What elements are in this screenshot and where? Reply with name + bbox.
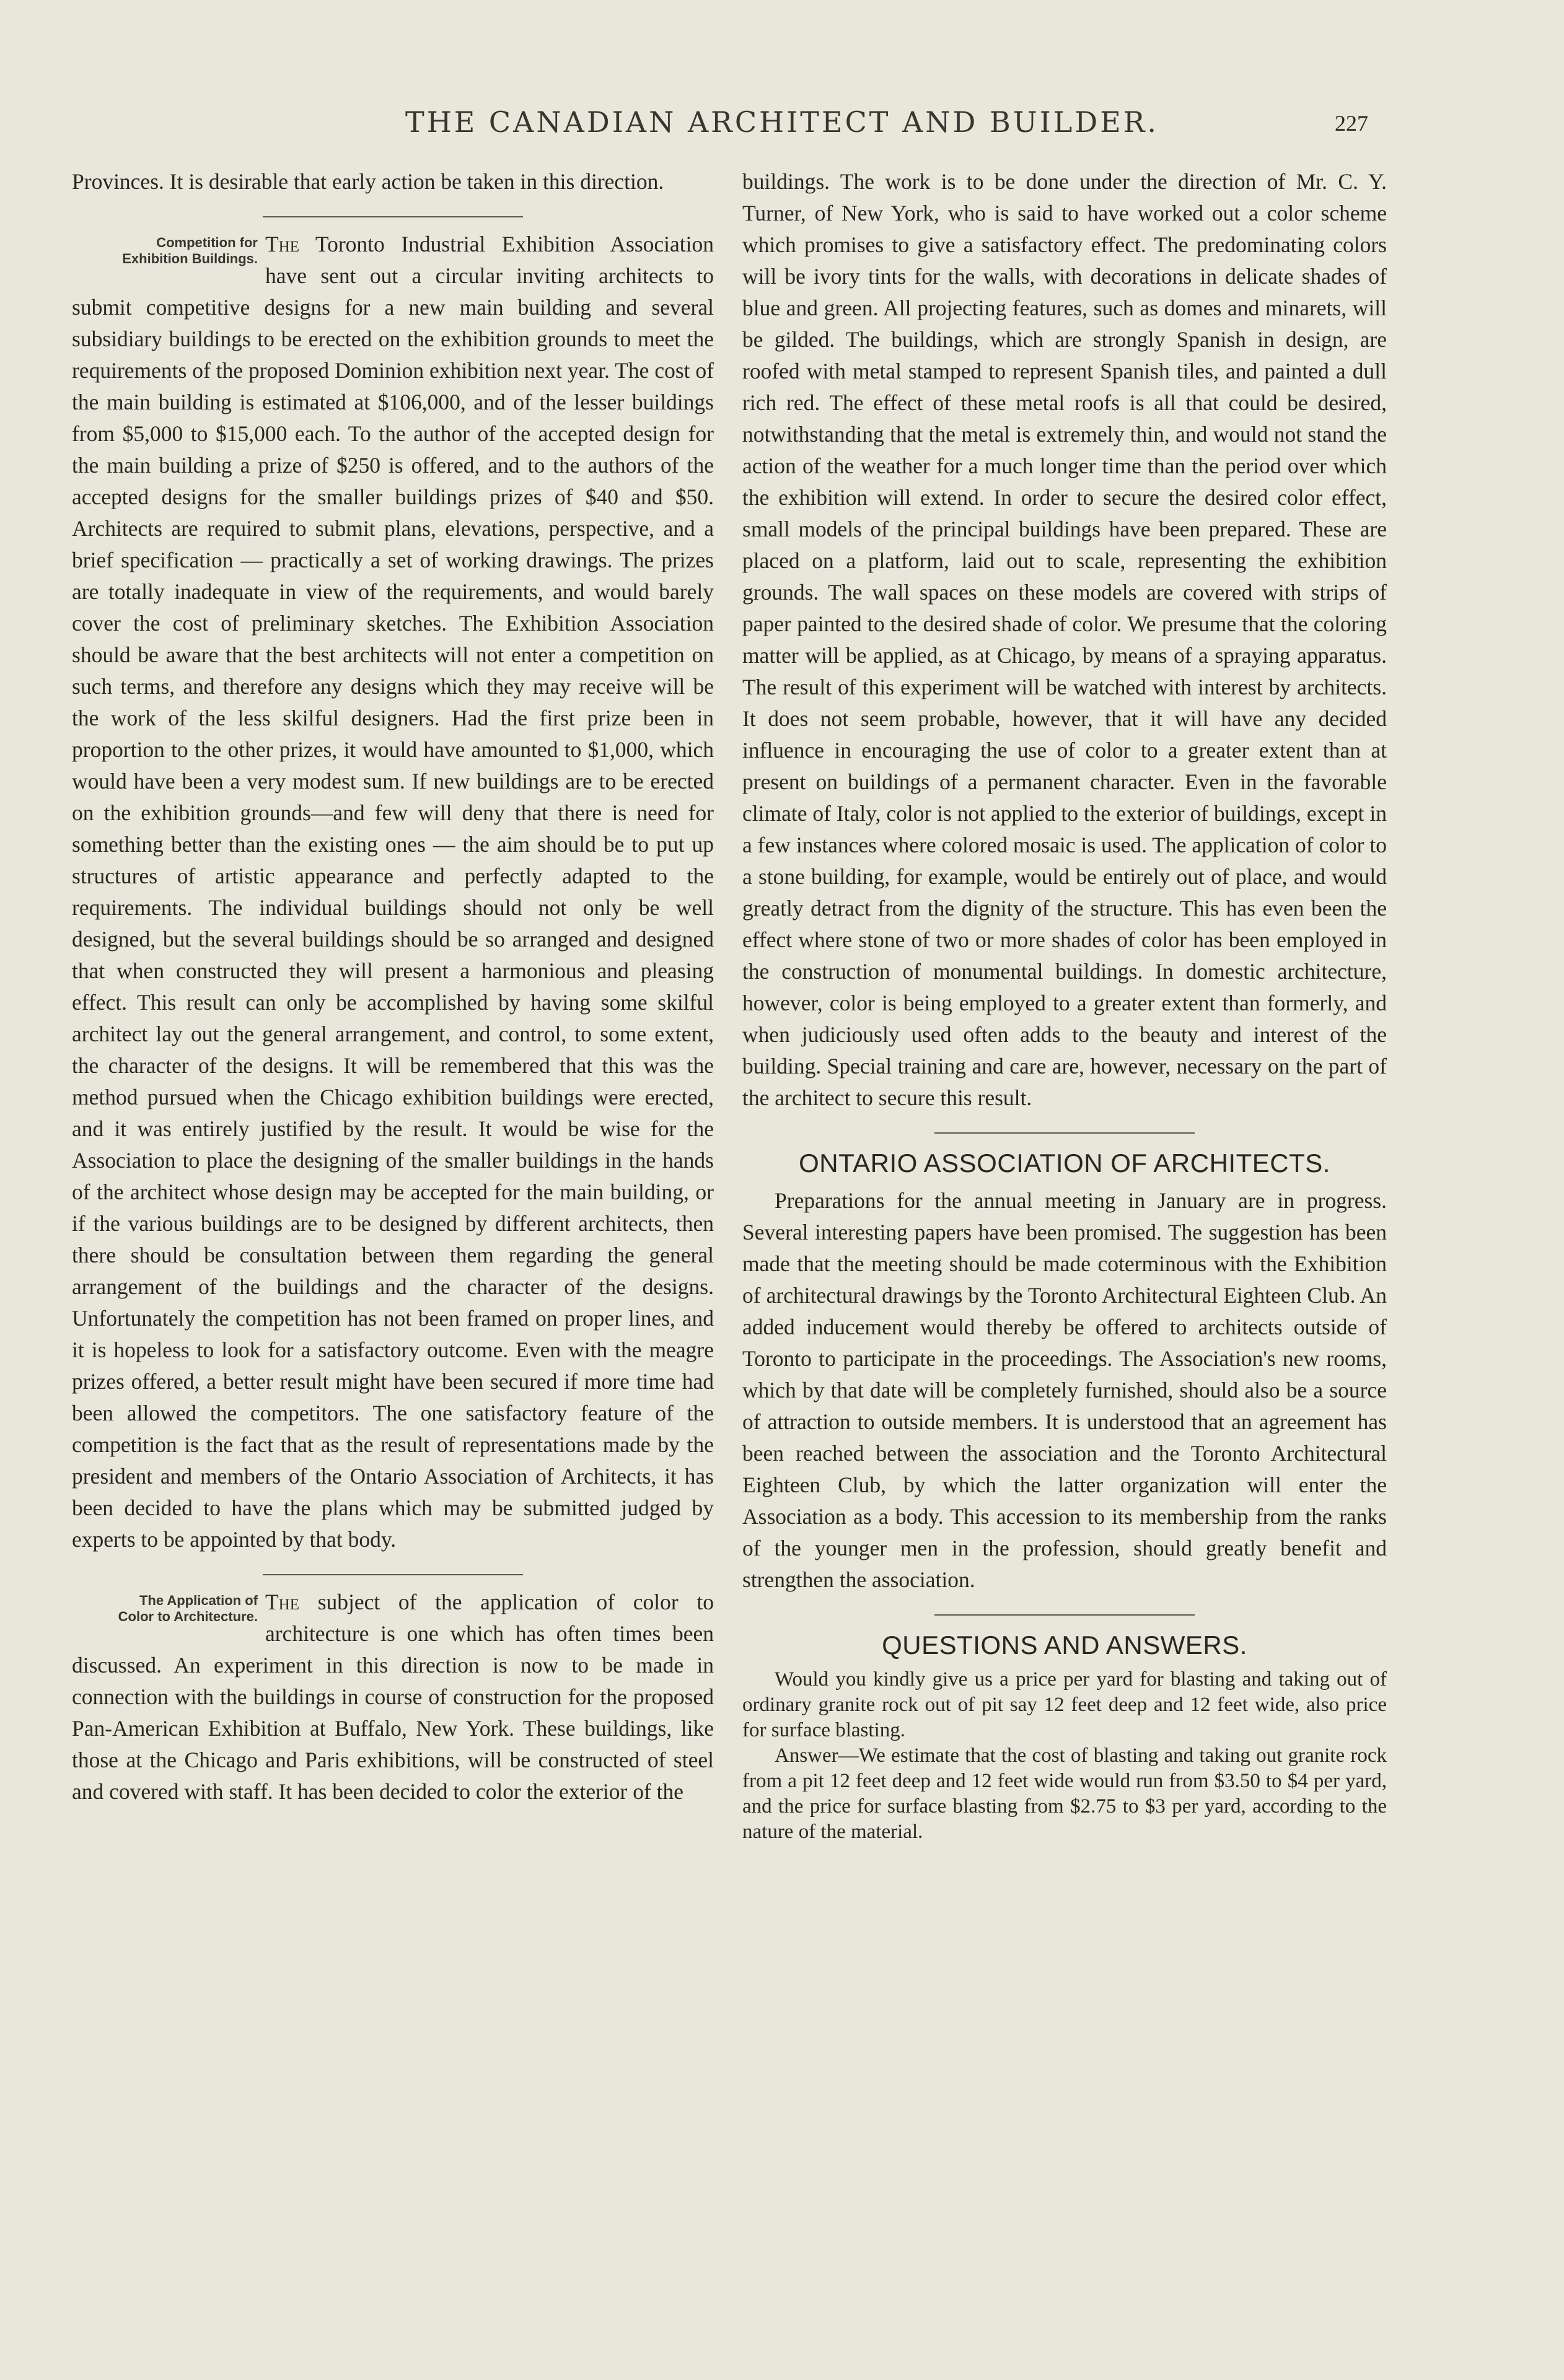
side-head-line: Competition for [156,235,258,250]
answer-paragraph: Answer—We estimate that the cost of blasting and taking out granite rock from a pit 12 feet deep and 12 feet wide would run from $3.50 to $4 per yard, and the price for surface blasting from $2.75 to $3 per yard, according to the nature of the material. [742,1744,1387,1843]
page-number: 227 [1335,111,1368,136]
section-rule [263,216,523,217]
oaa-paragraph: Preparations for the annual meeting in January are in progress. Several interesting papers have been promised. The suggestion has been made that the meeting should be made coterminous with the Exhibition of architectural drawings by the Toronto Architectural Eighteen Club. An added inducement would thereby be offered to architects outside of Toronto to participate in the proceedings. The Association's new rooms, which by that date will be completely furnished, should also be a source of attraction to outside members. It is understood that an agreement has been reached between the association and the Toronto Architectural Eighteen Club, by which the latter organization will enter the Association as a body. This accession to its membership from the ranks of the younger men in the profession, should greatly benefit and strengthen the association. [742,1188,1387,1592]
color-side-head [72,1593,258,1625]
running-title: THE CANADIAN ARCHITECT AND BUILDER. [405,105,1159,139]
side-head-line: Exhibition Buildings. [122,251,258,266]
color-continued-paragraph: buildings. The work is to be done under the direction of Mr. C. Y. Turner, of New York, who is said to have worked out a color scheme which promises to give a satisfactory effect. The predominating colors will be ivory tints for the walls, with decorations in delicate shades of blue and green. All projecting features, such as domes and minarets, will be gilded. The buildings, which are strongly Spanish in design, are roofed with metal stamped to represent Spanish tiles, and painted a dull rich red. The effect of these metal roofs is all that could be desired, notwithstanding that the metal is extremely thin, and would not stand the action of the weather for a much longer time than the period over which the exhibition will extend. In order to secure the desired color effect, small models of the principal buildings have been prepared. These are placed on a platform, laid out to scale, representing the exhibition grounds. The wall spaces on these models are covered with strips of paper painted to the desired shade of color. We presume that the coloring matter will be applied, as at Chicago, by means of a spraying apparatus. The result of this experiment will be watched with interest by architects. It does not seem probable, however, that it will have any decided influence in encouraging the use of color to a greater extent than at present on buildings of a permanent character. Even in the favorable climate of Italy, color is not applied to the exterior of buildings, except in a few instances where colored mosaic is used. The application of color to a stone building, for example, would be entirely out of place, and would greatly detract from the dignity of the structure. This has even been the effect where stone of two or more shades of color has been employed in the construction of monumental buildings. In domestic architecture, however, color is being employed to a greater extent than formerly, and when judiciously used often adds to the beauty and interest of the building. Special training and care are, however, necessary on the part of the architect to secure this result. [742,169,1387,1110]
competition-paragraph [72,229,714,1555]
section-rule [263,1574,523,1575]
section-rule [934,1614,1195,1616]
color-item [72,1586,714,1808]
color-text: subject of the application of color to architecture is one which has often times been discussed. An experiment in this direction is now to be made in connection with the buildings in course of construction for the proposed Pan-American Exhibition at Buffalo, New York. These buildings, like those at the Chicago and Paris exhibitions, will be constructed of steel and covered with staff. It has been decided to color the exterior of the [72,1590,714,1804]
qa-heading: QUESTIONS AND ANSWERS. [882,1630,1247,1660]
side-head-line: Color to Architecture. [118,1609,258,1624]
page-header [0,105,1564,149]
left-column [72,166,714,1808]
competition-item [72,229,714,1555]
continuation-paragraph: Provinces. It is desirable that early action be taken in this direction. [72,169,664,194]
oaa-heading: ONTARIO ASSOCIATION OF ARCHITECTS. [799,1148,1330,1178]
lead-word: The [265,232,300,256]
side-head-line: The Application of [139,1593,258,1608]
competition-text: Toronto Industrial Exhibition Association have sent out a circular inviting architects to submit competitive designs for a new main building and several subsidiary buildings to be erected on the exhibition grounds to meet the requirements of the proposed Dominion exhibition next year. The cost of the main building is estimated at $106,000, and of the lesser buildings from $5,000 to $15,000 each. To the author of the accepted design for the main building a prize of $250 is offered, and to the authors of the accepted designs for the smaller buildings prizes of $40 and $50. Architects are required to submit plans, elevations, perspective, and a brief specification — practically a set of working drawings. The prizes are totally inadequate in view of the requirements, and would barely cover the cost of preliminary sketches. The Exhibition Association should be aware that the best architects will not enter a competition on such terms, and therefore any designs which they may receive will be the work of the less skilful designers. Had the first prize been in proportion to the other prizes, it would have amounted to $1,000, which would have been a very modest sum. If new buildings are to be erected on the exhibition grounds—and few will deny that there is need for something better than the existing ones — the aim should be to put up structures of artistic appearance and perfectly adapted to the requirements. The individual buildings should not only be well designed, but the several buildings should be so arranged and designed that when constructed they will present a harmonious and pleasing effect. This result can only be accomplished by having some skilful architect lay out the general arrangement, and control, to some extent, the character of the designs. It will be remembered that this was the method pursued when the Chicago exhibition buildings were erected, and it was entirely justified by the result. It would be wise for the Association to place the designing of the smaller buildings in the hands of the architect whose design may be accepted for the main building, or if the various buildings are to be designed by different architects, then there should be consultation between them regarding the general arrangement of the buildings and the character of the designs. Unfortunately the competition has not been framed on proper lines, and it is hopeless to look for a satisfactory outcome. Even with the meagre prizes offered, a better result might have been secured if more time had been allowed the competitors. The one satisfactory feature of the competition is the fact that as the result of representations made by the president and members of the Ontario Association of Architects, it has been decided to have the plans which may be submitted judged by experts to be appointed by that body. [72,232,714,1552]
question-paragraph: Would you kindly give us a price per yard for blasting and taking out of ordinary granite rock out of pit say 12 feet deep and 12 feet wide, also price for surface blasting. [742,1668,1387,1741]
competition-side-head [72,235,258,267]
lead-word: The [265,1590,300,1614]
right-column [742,166,1387,1845]
section-rule [934,1132,1195,1134]
